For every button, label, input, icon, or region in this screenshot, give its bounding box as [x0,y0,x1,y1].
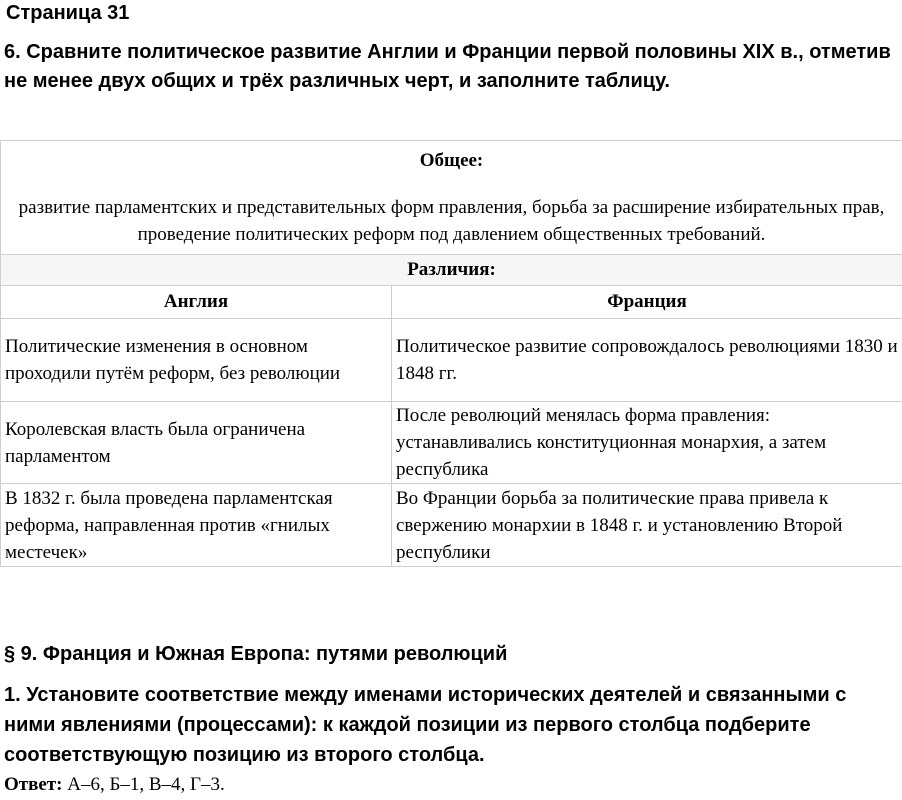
differences-row [1,255,902,286]
table-row [1,484,902,567]
column-header-france: Франция [392,286,902,319]
common-cell [1,141,902,255]
section-title: § 9. Франция и Южная Европа: путями революций [4,643,508,665]
england-cell: Королевская власть была ограничена парламентом [1,402,392,484]
task-6-text: 6. Сравните политическое развитие Англии и Франции первой половины XIX в., отметив не менее двух общих и трёх различных черт, и заполните таблицу. [4,41,891,92]
england-cell: Политические изменения в основном проходили путём реформ, без революции [1,319,392,402]
differences-title: Различия: [1,255,902,286]
page-title: Страница 31 [6,2,130,24]
england-cell: В 1832 г. была проведена парламентская реформа, направленная против «гнилых местечек» [1,484,392,567]
task-1-text: 1. Установите соответствие между именами исторических деятелей и связанными с ними явлениями (процессами): к каждой позиции из первого столбца подберите соответствующую позицию из второго столбца. [4,684,847,766]
answer-label: Ответ: [4,774,63,795]
column-header-england: Англия [1,286,392,319]
france-cell: Политическое развитие сопровождалось революциями 1830 и 1848 гг. [392,319,902,402]
table-row [1,402,902,484]
common-title: Общее: [419,150,484,171]
common-text: развитие парламентских и представительных форм правления, борьба за расширение избирательных прав, проведение политических реформ под давлением общественных требований. [18,197,885,245]
france-cell: Во Франции борьба за политические права привела к свержению монархии в 1848 г. и установлению Второй республики [392,484,902,567]
answer-line [4,774,225,796]
common-row [1,141,902,255]
column-header-row [1,286,902,319]
table-row [1,319,902,402]
france-cell: После революций менялась форма правления: устанавливались конституционная монархия, а затем республика [392,402,902,484]
comparison-table [0,140,902,567]
answer-value: А–6, Б–1, В–4, Г–3. [62,774,225,795]
